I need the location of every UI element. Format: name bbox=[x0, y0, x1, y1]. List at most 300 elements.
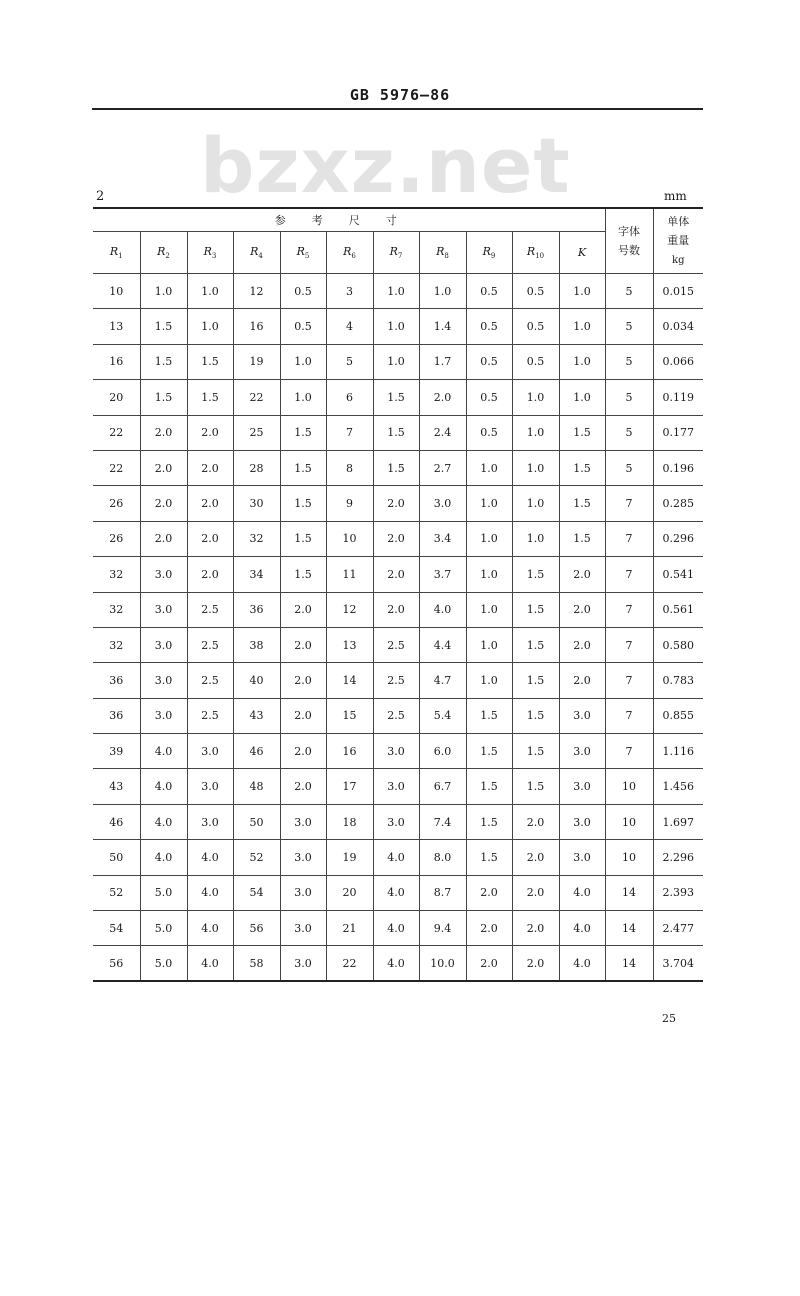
table-cell: 3.0 bbox=[280, 804, 326, 839]
table-cell: 0.541 bbox=[653, 557, 703, 592]
table-cell: 1.7 bbox=[419, 344, 466, 379]
column-header-subscript: 7 bbox=[397, 252, 403, 261]
table-cell: 2.4 bbox=[419, 415, 466, 450]
table-cell: 3.0 bbox=[140, 557, 187, 592]
table-cell: 5 bbox=[605, 274, 653, 309]
table-cell: 5.0 bbox=[140, 911, 187, 946]
table-cell: 9.4 bbox=[419, 911, 466, 946]
table-cell: 7 bbox=[326, 415, 373, 450]
table-row bbox=[93, 521, 703, 556]
unit-weight-header bbox=[653, 208, 703, 274]
table-cell: 7 bbox=[605, 698, 653, 733]
column-header bbox=[466, 232, 512, 274]
table-cell: 5 bbox=[605, 344, 653, 379]
table-cell: 14 bbox=[326, 663, 373, 698]
table-cell: 1.0 bbox=[512, 486, 559, 521]
table-cell: 2.0 bbox=[280, 734, 326, 769]
table-cell: 14 bbox=[605, 911, 653, 946]
table-cell: 1.0 bbox=[466, 450, 512, 485]
table-cell: 39 bbox=[93, 734, 140, 769]
table-cell: 5 bbox=[326, 344, 373, 379]
table-cell: 3.0 bbox=[559, 840, 605, 875]
table-cell: 1.0 bbox=[512, 521, 559, 556]
table-cell: 3.4 bbox=[419, 521, 466, 556]
table-cell: 8.7 bbox=[419, 875, 466, 910]
column-header bbox=[93, 232, 140, 274]
table-cell: 7 bbox=[605, 592, 653, 627]
table-row bbox=[93, 911, 703, 946]
table-cell: 3.0 bbox=[559, 769, 605, 804]
table-cell: 0.5 bbox=[466, 309, 512, 344]
table-cell: 2.0 bbox=[140, 415, 187, 450]
table-cell: 1.0 bbox=[466, 486, 512, 521]
table-cell: 1.5 bbox=[559, 486, 605, 521]
unit-weight-header-line2: 重量 bbox=[667, 234, 690, 247]
table-cell: 4.0 bbox=[373, 946, 419, 981]
table-cell: 13 bbox=[93, 309, 140, 344]
table-cell: 5 bbox=[605, 450, 653, 485]
column-header bbox=[559, 232, 605, 274]
table-cell: 3.0 bbox=[187, 769, 233, 804]
table-cell: 2.0 bbox=[373, 592, 419, 627]
table-cell: 30 bbox=[233, 486, 280, 521]
table-cell: 2.5 bbox=[187, 592, 233, 627]
font-size-header bbox=[605, 208, 653, 274]
table-cell: 19 bbox=[326, 840, 373, 875]
table-cell: 1.0 bbox=[373, 344, 419, 379]
table-cell: 25 bbox=[233, 415, 280, 450]
font-size-header-line1: 字体 bbox=[618, 225, 640, 238]
column-header-symbol: K bbox=[577, 246, 587, 259]
table-cell: 7.4 bbox=[419, 804, 466, 839]
column-header-subscript: 6 bbox=[351, 252, 356, 261]
table-cell: 2.0 bbox=[280, 769, 326, 804]
table-cell: 1.0 bbox=[466, 627, 512, 662]
table-cell: 2.0 bbox=[140, 521, 187, 556]
table-cell: 0.580 bbox=[653, 627, 703, 662]
table-cell: 4 bbox=[326, 309, 373, 344]
table-cell: 1.116 bbox=[653, 734, 703, 769]
dimension-table bbox=[93, 207, 703, 982]
column-header-symbol: R bbox=[109, 244, 119, 258]
table-cell: 4.0 bbox=[187, 875, 233, 910]
column-header bbox=[187, 232, 233, 274]
table-cell: 1.5 bbox=[373, 450, 419, 485]
table-cell: 2.0 bbox=[466, 875, 512, 910]
table-row bbox=[93, 592, 703, 627]
column-header bbox=[419, 232, 466, 274]
table-cell: 26 bbox=[93, 521, 140, 556]
table-cell: 3.0 bbox=[559, 734, 605, 769]
table-cell: 2.0 bbox=[512, 911, 559, 946]
table-cell: 16 bbox=[233, 309, 280, 344]
table-cell: 22 bbox=[326, 946, 373, 981]
table-cell: 1.5 bbox=[280, 521, 326, 556]
table-cell: 2.0 bbox=[512, 875, 559, 910]
table-cell: 0.015 bbox=[653, 274, 703, 309]
table-cell: 6.0 bbox=[419, 734, 466, 769]
table-cell: 1.0 bbox=[466, 663, 512, 698]
table-cell: 1.5 bbox=[466, 804, 512, 839]
table-cell: 3.0 bbox=[187, 804, 233, 839]
table-cell: 2.0 bbox=[140, 486, 187, 521]
table-cell: 2.5 bbox=[187, 663, 233, 698]
table-row bbox=[93, 734, 703, 769]
table-cell: 14 bbox=[605, 946, 653, 981]
table-body bbox=[93, 274, 703, 982]
watermark: bzxz.net bbox=[200, 121, 571, 210]
table-cell: 12 bbox=[233, 274, 280, 309]
table-cell: 0.561 bbox=[653, 592, 703, 627]
table-cell: 7 bbox=[605, 734, 653, 769]
table-cell: 8 bbox=[326, 450, 373, 485]
table-cell: 56 bbox=[93, 946, 140, 981]
table-cell: 1.5 bbox=[373, 415, 419, 450]
table-cell: 1.5 bbox=[373, 380, 419, 415]
table-cell: 22 bbox=[93, 415, 140, 450]
column-header bbox=[140, 232, 187, 274]
table-cell: 2.0 bbox=[373, 521, 419, 556]
table-row bbox=[93, 274, 703, 309]
table-cell: 0.5 bbox=[280, 274, 326, 309]
table-cell: 36 bbox=[93, 698, 140, 733]
table-cell: 18 bbox=[326, 804, 373, 839]
table-cell: 0.783 bbox=[653, 663, 703, 698]
table-cell: 11 bbox=[326, 557, 373, 592]
table-cell: 54 bbox=[233, 875, 280, 910]
table-cell: 1.0 bbox=[559, 274, 605, 309]
table-cell: 4.0 bbox=[140, 734, 187, 769]
table-cell: 43 bbox=[233, 698, 280, 733]
table-cell: 2.5 bbox=[373, 698, 419, 733]
table-cell: 2.5 bbox=[187, 627, 233, 662]
column-header-symbol: R bbox=[296, 244, 305, 258]
column-header-symbol: R bbox=[436, 244, 445, 258]
table-row bbox=[93, 380, 703, 415]
table-cell: 1.0 bbox=[373, 274, 419, 309]
table-cell: 7 bbox=[605, 521, 653, 556]
table-cell: 1.5 bbox=[512, 592, 559, 627]
column-header-symbol: R bbox=[250, 244, 259, 258]
table-cell: 2.0 bbox=[140, 450, 187, 485]
table-cell: 2.0 bbox=[512, 804, 559, 839]
table-cell: 10 bbox=[605, 840, 653, 875]
column-header-symbol: R bbox=[343, 244, 352, 258]
table-row bbox=[93, 557, 703, 592]
table-cell: 6.7 bbox=[419, 769, 466, 804]
table-cell: 1.0 bbox=[187, 309, 233, 344]
table-cell: 1.0 bbox=[512, 380, 559, 415]
table-cell: 0.5 bbox=[466, 380, 512, 415]
table-cell: 0.5 bbox=[466, 274, 512, 309]
table-cell: 34 bbox=[233, 557, 280, 592]
table-cell: 1.456 bbox=[653, 769, 703, 804]
table-cell: 16 bbox=[326, 734, 373, 769]
table-cell: 1.5 bbox=[559, 521, 605, 556]
unit-weight-header-line3: kg bbox=[672, 255, 685, 266]
table-cell: 52 bbox=[93, 875, 140, 910]
table-cell: 48 bbox=[233, 769, 280, 804]
table-cell: 2.0 bbox=[280, 627, 326, 662]
table-cell: 43 bbox=[93, 769, 140, 804]
table-row bbox=[93, 309, 703, 344]
table-row bbox=[93, 840, 703, 875]
table-row bbox=[93, 486, 703, 521]
table-cell: 1.5 bbox=[280, 486, 326, 521]
header-rule bbox=[92, 108, 703, 110]
table-cell: 1.0 bbox=[466, 521, 512, 556]
table-cell: 46 bbox=[233, 734, 280, 769]
column-header-symbol: R bbox=[157, 244, 166, 258]
table-cell: 2.0 bbox=[373, 486, 419, 521]
table-cell: 1.5 bbox=[280, 450, 326, 485]
table-cell: 3.0 bbox=[280, 946, 326, 981]
table-cell: 19 bbox=[233, 344, 280, 379]
table-cell: 2.0 bbox=[559, 627, 605, 662]
table-cell: 58 bbox=[233, 946, 280, 981]
table-cell: 5 bbox=[605, 380, 653, 415]
table-cell: 3.0 bbox=[140, 592, 187, 627]
table-cell: 4.0 bbox=[559, 875, 605, 910]
table-cell: 4.0 bbox=[140, 840, 187, 875]
table-cell: 5.0 bbox=[140, 875, 187, 910]
table-cell: 0.177 bbox=[653, 415, 703, 450]
table-cell: 22 bbox=[233, 380, 280, 415]
table-cell: 1.5 bbox=[140, 380, 187, 415]
column-header-subscript: 4 bbox=[258, 252, 263, 261]
table-cell: 3.7 bbox=[419, 557, 466, 592]
page-number: 25 bbox=[662, 1012, 676, 1025]
table-cell: 6 bbox=[326, 380, 373, 415]
table-cell: 4.0 bbox=[187, 840, 233, 875]
table-cell: 1.0 bbox=[280, 380, 326, 415]
table-cell: 1.0 bbox=[559, 309, 605, 344]
table-cell: 0.196 bbox=[653, 450, 703, 485]
table-cell: 4.0 bbox=[373, 911, 419, 946]
table-cell: 2.0 bbox=[187, 450, 233, 485]
table-cell: 2.0 bbox=[280, 663, 326, 698]
column-header-symbol: R bbox=[526, 244, 536, 258]
table-cell: 1.5 bbox=[466, 698, 512, 733]
column-header-symbol: R bbox=[482, 244, 491, 258]
table-cell: 32 bbox=[93, 592, 140, 627]
table-cell: 13 bbox=[326, 627, 373, 662]
table-cell: 10 bbox=[605, 769, 653, 804]
unit-label: mm bbox=[664, 189, 687, 203]
column-header-subscript: 1 bbox=[118, 252, 123, 261]
table-cell: 2.0 bbox=[466, 911, 512, 946]
table-cell: 10 bbox=[605, 804, 653, 839]
table-cell: 5.4 bbox=[419, 698, 466, 733]
table-cell: 1.5 bbox=[512, 557, 559, 592]
table-cell: 4.0 bbox=[559, 911, 605, 946]
table-cell: 50 bbox=[93, 840, 140, 875]
table-cell: 3.0 bbox=[559, 804, 605, 839]
table-cell: 10 bbox=[326, 521, 373, 556]
table-cell: 0.5 bbox=[512, 309, 559, 344]
table-cell: 16 bbox=[93, 344, 140, 379]
table-cell: 4.0 bbox=[187, 946, 233, 981]
table-cell: 4.0 bbox=[187, 911, 233, 946]
column-header-subscript: 9 bbox=[490, 252, 496, 261]
table-cell: 46 bbox=[93, 804, 140, 839]
table-cell: 2.5 bbox=[187, 698, 233, 733]
table-cell: 2.0 bbox=[559, 663, 605, 698]
column-header-symbol: R bbox=[203, 244, 212, 258]
table-cell: 3.0 bbox=[373, 769, 419, 804]
table-cell: 2.0 bbox=[280, 698, 326, 733]
table-cell: 2.0 bbox=[187, 415, 233, 450]
table-cell: 3.0 bbox=[419, 486, 466, 521]
table-cell: 2.477 bbox=[653, 911, 703, 946]
table-cell: 3.0 bbox=[280, 911, 326, 946]
table-cell: 0.034 bbox=[653, 309, 703, 344]
table-cell: 0.5 bbox=[512, 344, 559, 379]
table-cell: 3.0 bbox=[280, 875, 326, 910]
column-header-subscript: 8 bbox=[444, 252, 449, 261]
table-cell: 2.0 bbox=[187, 486, 233, 521]
table-cell: 1.5 bbox=[140, 309, 187, 344]
table-cell: 1.0 bbox=[419, 274, 466, 309]
table-cell: 4.7 bbox=[419, 663, 466, 698]
table-cell: 32 bbox=[233, 521, 280, 556]
table-cell: 2.0 bbox=[280, 592, 326, 627]
table-cell: 10 bbox=[93, 274, 140, 309]
table-cell: 0.855 bbox=[653, 698, 703, 733]
table-cell: 1.5 bbox=[512, 698, 559, 733]
table-cell: 2.0 bbox=[559, 557, 605, 592]
table-row bbox=[93, 663, 703, 698]
table-row bbox=[93, 875, 703, 910]
column-header bbox=[326, 232, 373, 274]
table-cell: 10.0 bbox=[419, 946, 466, 981]
table-cell: 1.5 bbox=[466, 734, 512, 769]
column-header-subscript: 2 bbox=[165, 252, 170, 261]
table-cell: 2.5 bbox=[373, 627, 419, 662]
table-cell: 1.5 bbox=[466, 840, 512, 875]
table-cell: 2.0 bbox=[419, 380, 466, 415]
table-cell: 4.4 bbox=[419, 627, 466, 662]
table-cell: 3.0 bbox=[559, 698, 605, 733]
column-header-subscript: 10 bbox=[535, 252, 545, 261]
column-header bbox=[373, 232, 419, 274]
table-cell: 9 bbox=[326, 486, 373, 521]
standard-number-header: GB 5976—86 bbox=[349, 86, 451, 104]
table-cell: 4.0 bbox=[373, 875, 419, 910]
table-cell: 0.066 bbox=[653, 344, 703, 379]
table-cell: 4.0 bbox=[559, 946, 605, 981]
table-cell: 32 bbox=[93, 627, 140, 662]
table-cell: 14 bbox=[605, 875, 653, 910]
table-cell: 3.0 bbox=[187, 734, 233, 769]
table-cell: 1.0 bbox=[187, 274, 233, 309]
table-cell: 40 bbox=[233, 663, 280, 698]
table-cell: 4.0 bbox=[419, 592, 466, 627]
column-header-subscript: 5 bbox=[304, 252, 310, 261]
table-cell: 1.5 bbox=[140, 344, 187, 379]
table-cell: 17 bbox=[326, 769, 373, 804]
table-cell: 2.0 bbox=[512, 946, 559, 981]
table-cell: 15 bbox=[326, 698, 373, 733]
table-cell: 32 bbox=[93, 557, 140, 592]
table-cell: 0.285 bbox=[653, 486, 703, 521]
table-cell: 3 bbox=[326, 274, 373, 309]
table-cell: 1.5 bbox=[512, 663, 559, 698]
table-cell: 2.7 bbox=[419, 450, 466, 485]
table-cell: 4.0 bbox=[373, 840, 419, 875]
table-row bbox=[93, 450, 703, 485]
table-cell: 1.5 bbox=[280, 415, 326, 450]
table-cell: 3.0 bbox=[140, 698, 187, 733]
table-cell: 50 bbox=[233, 804, 280, 839]
table-cell: 0.296 bbox=[653, 521, 703, 556]
table-cell: 0.119 bbox=[653, 380, 703, 415]
table-cell: 0.5 bbox=[466, 344, 512, 379]
table-cell: 1.5 bbox=[559, 415, 605, 450]
table-cell: 1.4 bbox=[419, 309, 466, 344]
table-cell: 21 bbox=[326, 911, 373, 946]
table-cell: 4.0 bbox=[140, 769, 187, 804]
reference-dimensions-header: 参考尺寸 bbox=[93, 208, 605, 232]
table-cell: 1.697 bbox=[653, 804, 703, 839]
table-cell: 7 bbox=[605, 663, 653, 698]
column-header bbox=[233, 232, 280, 274]
table-cell: 2.0 bbox=[373, 557, 419, 592]
table-cell: 7 bbox=[605, 627, 653, 662]
table-cell: 1.0 bbox=[373, 309, 419, 344]
table-cell: 20 bbox=[93, 380, 140, 415]
table-cell: 22 bbox=[93, 450, 140, 485]
table-cell: 1.0 bbox=[466, 557, 512, 592]
table-number: 2 bbox=[96, 189, 105, 204]
table-cell: 1.0 bbox=[140, 274, 187, 309]
table-row bbox=[93, 627, 703, 662]
table-cell: 54 bbox=[93, 911, 140, 946]
table-cell: 1.0 bbox=[559, 380, 605, 415]
table-cell: 2.0 bbox=[187, 521, 233, 556]
table-row bbox=[93, 344, 703, 379]
table-cell: 36 bbox=[93, 663, 140, 698]
table-cell: 36 bbox=[233, 592, 280, 627]
table-cell: 1.0 bbox=[559, 344, 605, 379]
table-cell: 28 bbox=[233, 450, 280, 485]
table-cell: 2.393 bbox=[653, 875, 703, 910]
table-cell: 3.0 bbox=[140, 627, 187, 662]
table-cell: 0.5 bbox=[512, 274, 559, 309]
table-cell: 7 bbox=[605, 486, 653, 521]
table-cell: 1.0 bbox=[466, 592, 512, 627]
table-cell: 1.0 bbox=[512, 450, 559, 485]
table-cell: 8.0 bbox=[419, 840, 466, 875]
table-cell: 52 bbox=[233, 840, 280, 875]
column-header bbox=[280, 232, 326, 274]
table-cell: 0.5 bbox=[280, 309, 326, 344]
table-cell: 7 bbox=[605, 557, 653, 592]
table-cell: 1.5 bbox=[512, 627, 559, 662]
table-row bbox=[93, 415, 703, 450]
table-cell: 0.5 bbox=[466, 415, 512, 450]
column-header-subscript: 3 bbox=[211, 252, 217, 261]
table-cell: 3.0 bbox=[373, 804, 419, 839]
table-row bbox=[93, 698, 703, 733]
table-cell: 5 bbox=[605, 415, 653, 450]
table-cell: 12 bbox=[326, 592, 373, 627]
column-header bbox=[512, 232, 559, 274]
table-cell: 3.0 bbox=[140, 663, 187, 698]
table-cell: 5 bbox=[605, 309, 653, 344]
table-cell: 1.0 bbox=[280, 344, 326, 379]
table-cell: 3.0 bbox=[373, 734, 419, 769]
